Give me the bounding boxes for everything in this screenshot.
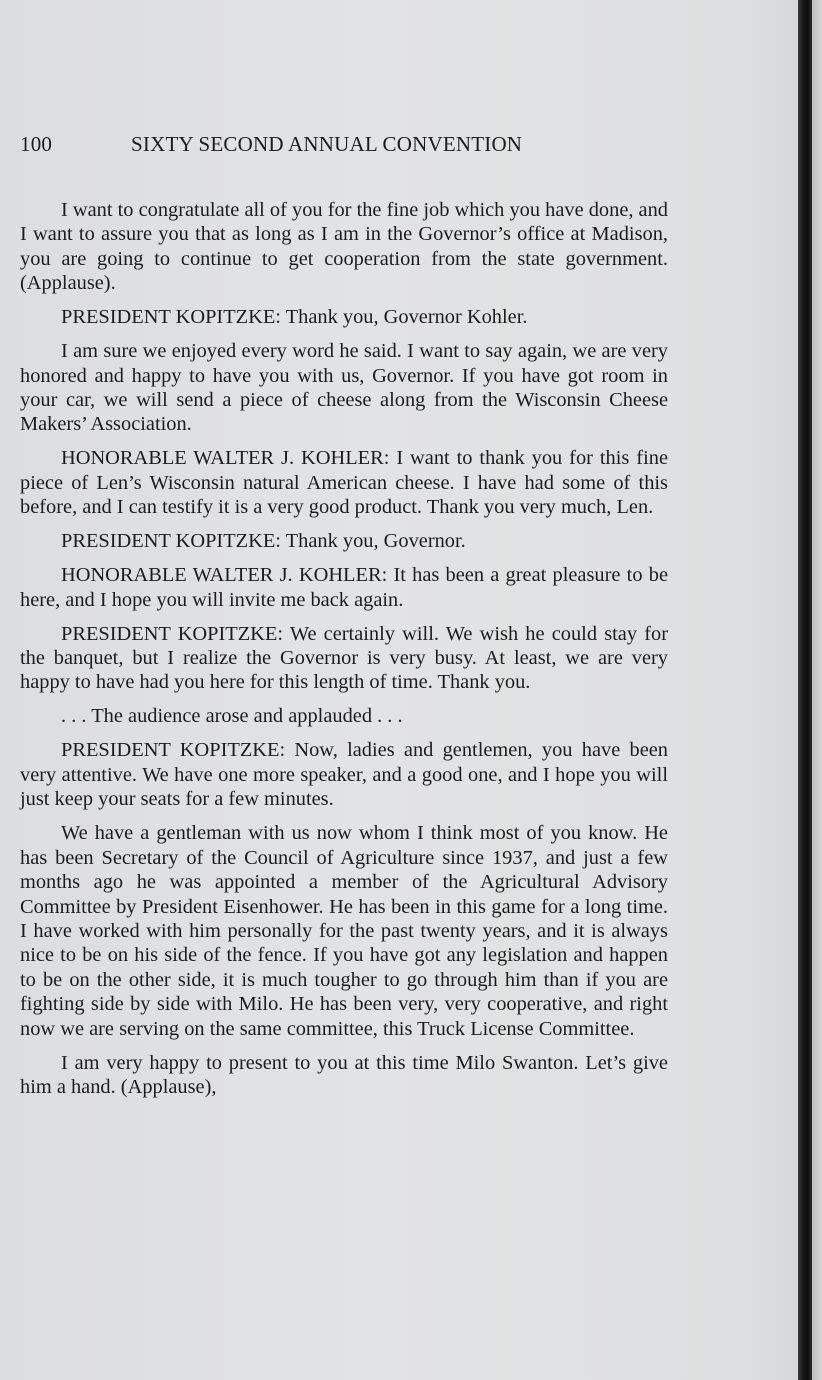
paragraph-kopitzke-thanks-kohler: PRESIDENT KOPITZKE: Thank you, Governor Kohler.	[61, 306, 528, 329]
paragraph-present-milo-swanton: I am very happy to present to you at this time Milo Swanton. Let’s give him a hand. (Applause),	[20, 1051, 668, 1098]
paragraph-kohler-thanks-cheese: HONORABLE WALTER J. KOHLER: I want to thank you for this fine piece of Len’s Wisconsin natural American cheese. I have had some of this before, and I can testify it is a very good product. Thank you very much, Len.	[20, 447, 668, 519]
paragraph-kopitzke-banquet: PRESIDENT KOPITZKE: We certainly will. We wish he could stay for the banquet, but I realize the Governor is very busy. At least, we are very happy to have had you here for this length of time. Thank you.	[20, 622, 668, 694]
paragraph-introduction-milo: We have a gentleman with us now whom I think most of you know. He has been Secretary of the Council of Agriculture since 1937, and just a few months ago he was appointed a member of the Agricultural Advisory Committee by President Eisenhower. He has been in this game for a long time. I have worked with him personally for the past twenty years, and it is always nice to be on his side of the fence. If you have got any legislation and happen to be on the other side, it is much tougher to go through him than if you are fighting side by side with Milo. He has been very, very cooperative, and right now we are serving on the same committee, this Truck License Committee.	[20, 822, 668, 1040]
body-text	[20, 198, 668, 1109]
paragraph-governor-closing: I want to congratulate all of you for the fine job which you have done, and I want to assure you that as long as I am in the Governor’s office at Madison, you are going to continue to get cooperation from the state government. (Applause).	[20, 199, 668, 295]
running-title: SIXTY SECOND ANNUAL CONVENTION	[131, 132, 523, 156]
page-header	[20, 132, 660, 160]
paragraph-kopitzke-thanks-governor: PRESIDENT KOPITZKE: Thank you, Governor.	[61, 530, 466, 553]
page-edge	[812, 0, 822, 1380]
paragraph-cheese-offer: I am sure we enjoyed every word he said. I want to say again, we are very honored and happy to have you with us, Governor. If you have got room in your car, we will send a piece of cheese along from the Wisconsin Cheese Makers’ Association.	[20, 340, 668, 436]
paragraph-kopitzke-one-more-speaker: PRESIDENT KOPITZKE: Now, ladies and gentlemen, you have been very attentive. We have one more speaker, and a good one, and I hope you will just keep your seats for a few minutes.	[20, 739, 668, 811]
paragraph-kohler-pleasure: HONORABLE WALTER J. KOHLER: It has been a great pleasure to be here, and I hope you will invite me back again.	[20, 564, 668, 611]
page-number: 100	[20, 132, 53, 156]
book-spine-shadow	[798, 0, 812, 1380]
stage-direction-applause: . . . The audience arose and applauded . . .	[61, 705, 403, 728]
